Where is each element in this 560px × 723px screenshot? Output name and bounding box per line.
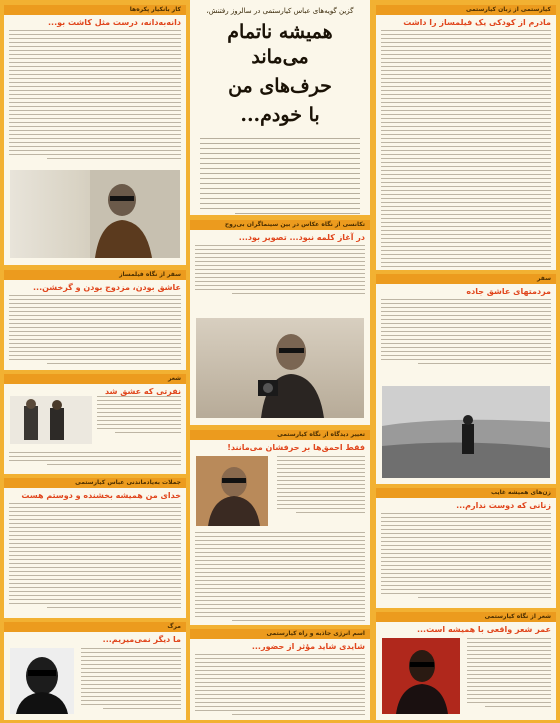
bw-portrait-photo <box>10 648 74 714</box>
kicker-text: گزین گویه‌های عباس کیارستمی در سالروز رفتنش، <box>206 7 354 15</box>
article-top-left <box>4 5 186 265</box>
article-bottom-right <box>376 612 556 720</box>
section-label: اسم انرژی جاذبه و راه کیارستمی <box>190 629 370 639</box>
article-mid-left <box>4 270 186 370</box>
headline-line-3: با خودم... <box>240 104 320 126</box>
section-label: سفر از نگاه فیلمساز <box>4 270 186 280</box>
headline-line-1: همیشه ناتمام می‌ماند <box>227 21 333 68</box>
section-label: کار بانکیار پکره‌ها <box>4 5 186 15</box>
camera-photo <box>196 318 364 418</box>
article-sub-left <box>4 374 186 474</box>
section-label: زن‌های همیشه غایب <box>376 488 556 498</box>
article-bottom-left <box>4 622 186 720</box>
article-right-low <box>376 488 556 608</box>
article-center-low <box>190 430 370 625</box>
landscape-photo <box>382 386 550 478</box>
article-title: دانه‌به‌دانه، درست مثل کاشت بو... <box>48 18 181 27</box>
section-label: جملات به‌یادماندنی عباس کیارستمی <box>4 478 186 488</box>
article-title: زنانی که دوست ندارم... <box>456 501 551 510</box>
article-title: ما دیگر نمی‌میریم... <box>102 635 181 644</box>
section-label: تغییر دیدگاه از نگاه کیارستمی <box>190 430 370 440</box>
section-label: تکانسی از نگاه عکاس در بین سینماگران بی‌روح <box>190 220 370 230</box>
article-bottom-center <box>190 629 370 720</box>
group-photo <box>10 396 92 444</box>
article-left-low <box>4 478 186 618</box>
headline-line-2: حرف‌های من <box>228 75 332 97</box>
section-label: کیارستمی از زبان کیارستمی <box>376 5 556 15</box>
article-title: شایدی شاید مؤثر از حضور... <box>251 642 365 651</box>
article-title: فقط احمق‌ها بر حرفشان می‌مانند! <box>227 443 365 452</box>
article-title: در آغاز کلمه نبود... تصویر بود... <box>238 233 365 242</box>
section-label: شعر <box>4 374 186 384</box>
section-label: سفر <box>376 274 556 284</box>
portrait-photo <box>10 170 180 258</box>
article-title: نفرتی که عشق شد <box>105 387 181 396</box>
article-title: عاشق بودن، مزدوج بودن و گرخشن... <box>32 283 181 292</box>
section-label: مرگ <box>4 622 186 632</box>
article-right-mid <box>376 274 556 484</box>
main-headline-box <box>190 0 370 215</box>
red-portrait-photo <box>382 638 460 714</box>
article-title: خدای من همیشه بخشنده و دوستم‌ هست <box>21 491 181 500</box>
article-top-right <box>376 5 556 270</box>
article-title: مردمتهای عاشق جاده <box>466 287 551 296</box>
article-title: عمر شعر واقعی با همیشه است... <box>416 625 551 634</box>
article-center-mid <box>190 220 370 425</box>
thinking-photo <box>196 456 268 526</box>
article-title: مادرم از کودکی یک فیلمساز را داشت <box>403 18 551 27</box>
section-label: شعر از نگاه کیارستمی <box>376 612 556 622</box>
lead-paragraph <box>200 138 360 214</box>
